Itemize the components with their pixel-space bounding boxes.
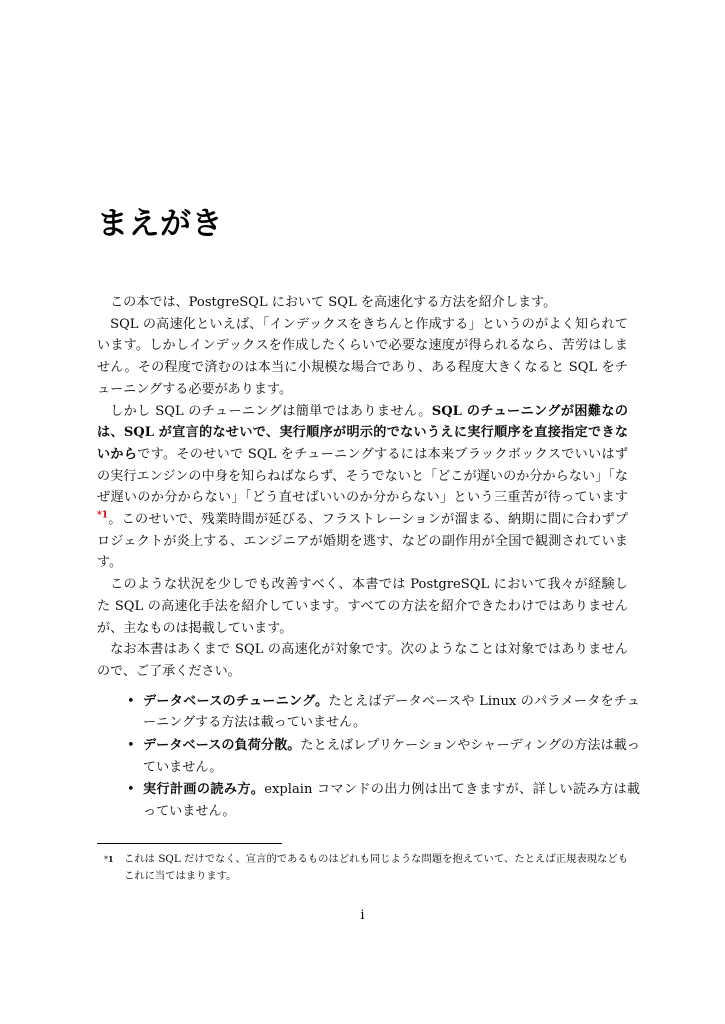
body-text <box>97 292 641 824</box>
list-item <box>113 735 640 778</box>
paragraph-intro-text: この本では、PostgreSQL において SQL を高速化する方法を紹介します。 <box>110 295 557 310</box>
list-item-text: explain コマンドの出力例は出てきますが、詳しい読み方は載っていません。 <box>143 782 641 820</box>
list-item-title: データベースのチューニング。 <box>143 693 329 709</box>
list-item-title: 実行計画の読み方。 <box>143 782 265 798</box>
footnote-reference-1[interactable]: *1 <box>97 510 108 521</box>
paragraph-index <box>97 314 628 401</box>
bullet-icon: • <box>127 782 135 798</box>
list-item-text: たとえばレプリケーションやシャーディングの方法は載っていません。 <box>143 738 640 775</box>
paragraph-tuning-lead: しかし SQL のチューニングは簡単ではありません。 <box>110 403 432 419</box>
footnote-star-glyph: * <box>104 855 108 864</box>
footnote-text: これは SQL だけでなく、宣言的であるものはどれも同じような問題を抱えていて、たとえば正規表現などもこれに当てはまります。 <box>124 853 628 882</box>
paragraph-tuning-emphasis: SQL のチューニングが困難なのは、SQL が宣言的なせいで、実行順序が明示的でないうえに実行順序を直接指定できないから <box>97 403 628 462</box>
list-item <box>113 779 640 822</box>
footnote-area <box>97 843 628 884</box>
list-item <box>113 691 640 734</box>
page-title: まえがき <box>97 205 223 242</box>
page-number: i <box>360 908 365 923</box>
paragraph-tuning-body: です。そのせいで SQL をチューニングするには本来ブラックボックスでいいはずの実行エンジンの中身を知らねばならず、そうでないと「どこが遅いのか分からない」「なぜ遅いのか分からない」「どう直せばいいのか分からない」という三重苦が待っています <box>97 446 629 506</box>
paragraph-tuning-tail: 。このせいで、残業時間が延びる、フラストレーションが溜まる、納期に間に合わずプロジェクトが炎上する、エンジニアが婚期を逃す、などの副作用が全国で観測されています。 <box>97 512 628 571</box>
paragraph-purpose <box>97 574 628 639</box>
paragraph-index-text: SQL の高速化といえば、「インデックスをきちんと作成する」というのがよく知られています。しかしインデックスを作成したくらいで必要な速度が得られるなら、苦労はしません。その程度で済むのは本当に小規模な場合であり、ある程度大きくなると SQL をチューニングする必要があります。 <box>97 316 628 397</box>
paragraph-tuning-difficulty <box>97 401 628 575</box>
paragraph-purpose-text: このような状況を少しでも改善すべく、本書では PostgreSQL において我々が経験した SQL の高速化手法を紹介しています。すべての方法を紹介できたわけではありませんが、主なものは掲載しています。 <box>97 577 628 636</box>
footnote-divider <box>97 843 282 844</box>
list-item-text: たとえばデータベースや Linux のパラメータをチューニングする方法は載っていません。 <box>143 693 640 731</box>
footnote-marker-1 <box>104 851 114 870</box>
footnote-number: 1 <box>108 854 114 864</box>
paragraph-intro <box>97 292 628 314</box>
paragraph-scope-text: なお本書はあくまで SQL の高速化が対象です。次のようなことは対象ではありませんので、ご了承ください。 <box>97 642 628 679</box>
footnote-item-1 <box>97 851 628 884</box>
paragraph-scope <box>97 639 628 682</box>
out-of-scope-list <box>113 691 641 823</box>
list-item-title: データベースの負荷分散。 <box>143 738 301 754</box>
bullet-icon: • <box>127 693 135 709</box>
bullet-icon: • <box>127 738 135 754</box>
out-of-scope-list-wrap <box>113 691 641 823</box>
